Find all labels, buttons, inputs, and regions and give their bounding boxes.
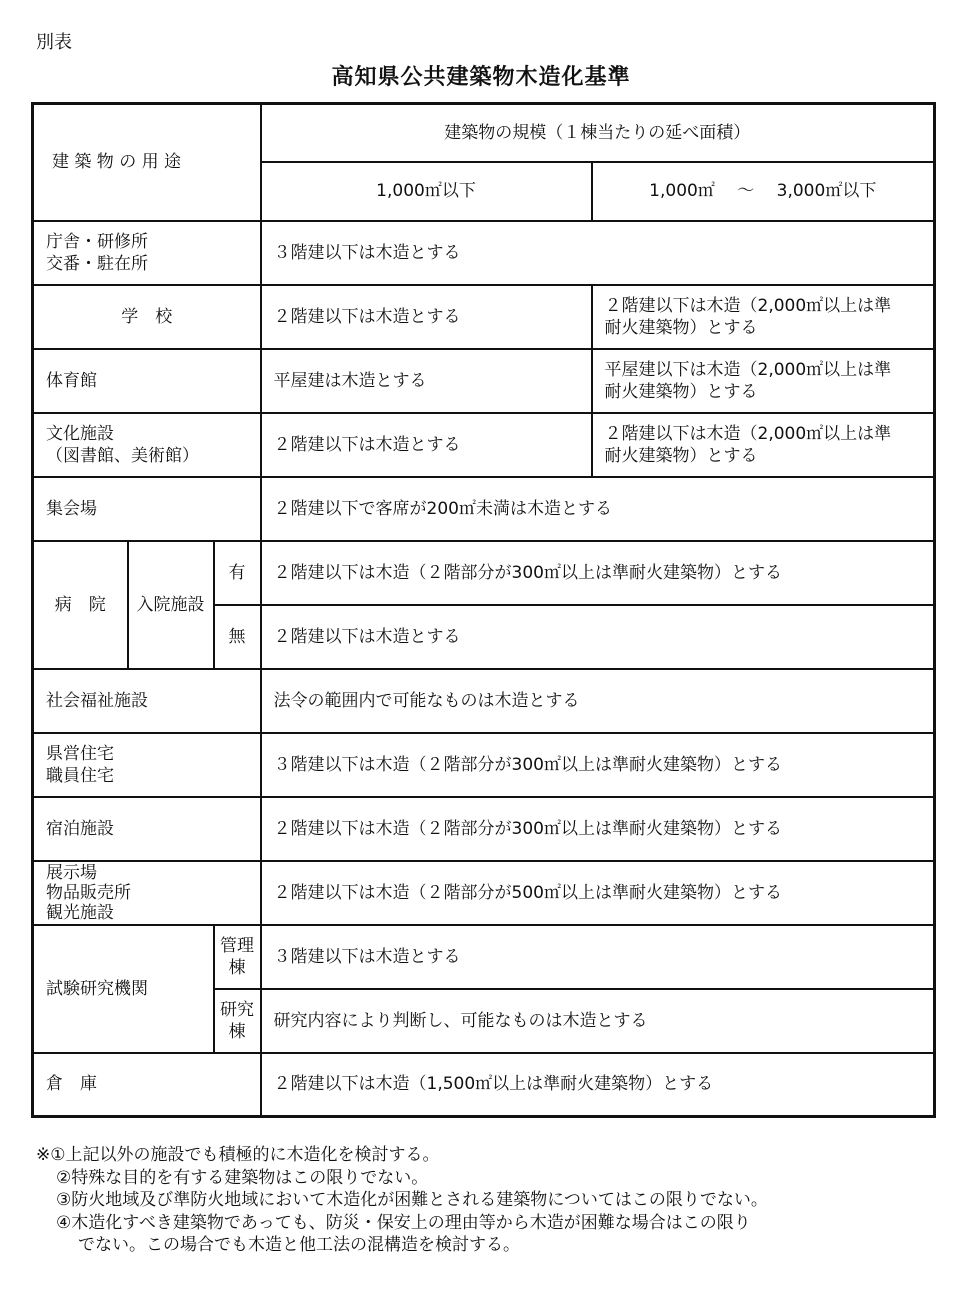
row-label-line: （図書館、美術館） bbox=[46, 445, 199, 466]
row-value-small: ２階建以下は木造とする bbox=[261, 285, 592, 349]
row-label-line: 県営住宅 bbox=[46, 743, 114, 764]
note-line: ③防火地域及び準防火地域において木造化が困難とされる建築物についてはこの限りでない。 bbox=[56, 1190, 768, 1210]
page-title: 高知県公共建築物木造化基準 bbox=[331, 65, 631, 90]
row-value: ３階建以下は木造とする bbox=[261, 925, 935, 989]
row-label-line: 展示場 bbox=[46, 862, 97, 883]
row-value: ２階建以下で客席が200㎡未満は木造とする bbox=[261, 477, 935, 541]
row-label-line: 物品販売所 bbox=[46, 882, 131, 903]
value-line: 耐火建築物）とする bbox=[604, 381, 758, 402]
use-header-label: 建 築 物 の 用 途 bbox=[52, 152, 182, 173]
table-row bbox=[33, 669, 935, 733]
row-label-line: 観光施設 bbox=[46, 902, 114, 923]
note-line: ②特殊な目的を有する建築物はこの限りでない。 bbox=[56, 1167, 429, 1188]
note-line: でない。この場合でも木造と他工法の混構造を検討する。 bbox=[78, 1235, 520, 1255]
row-label: 学 校 bbox=[33, 285, 261, 349]
row-value: ３階建以下は木造とする bbox=[261, 221, 935, 285]
row-value: ２階建以下は木造（1,500㎡以上は準耐火建築物）とする bbox=[261, 1053, 935, 1117]
table-row bbox=[33, 797, 935, 861]
row-label-line: 職員住宅 bbox=[46, 765, 114, 786]
row-label: 体育館 bbox=[33, 349, 261, 413]
row-value: 法令の範囲内で可能なものは木造とする bbox=[261, 669, 935, 733]
table-row bbox=[33, 285, 935, 349]
row-value-small: ２階建以下は木造とする bbox=[261, 413, 592, 477]
attachment-label: 別表 bbox=[36, 32, 72, 53]
value-line: 耐火建築物）とする bbox=[604, 317, 758, 338]
row-flag: 有 bbox=[214, 541, 261, 605]
row-value: ２階建以下は木造（２階部分が500㎡以上は準耐火建築物）とする bbox=[261, 861, 935, 925]
row-label: 宿泊施設 bbox=[33, 797, 261, 861]
row-label: 倉 庫 bbox=[33, 1053, 261, 1117]
row-value: 研究内容により判断し、可能なものは木造とする bbox=[261, 989, 935, 1053]
table-row bbox=[33, 861, 935, 925]
table-row bbox=[33, 1053, 935, 1117]
row-label-line: 文化施設 bbox=[46, 423, 114, 444]
row-value-large bbox=[592, 349, 935, 413]
value-line: ２階建以下は木造（2,000㎡以上は準 bbox=[604, 295, 892, 316]
row-sublabel: 管理棟 bbox=[214, 925, 261, 989]
row-sublabel: 研究棟 bbox=[214, 989, 261, 1053]
row-value: ３階建以下は木造（２階部分が300㎡以上は準耐火建築物）とする bbox=[261, 733, 935, 797]
col1-header: 1,000㎡以下 bbox=[261, 162, 592, 221]
table-row bbox=[33, 925, 935, 989]
row-label-line: 交番・駐在所 bbox=[46, 253, 148, 274]
table-row bbox=[33, 413, 935, 477]
row-label bbox=[33, 733, 261, 797]
value-line: 耐火建築物）とする bbox=[604, 445, 758, 466]
row-value-large bbox=[592, 285, 935, 349]
row-sublabel: 入院施設 bbox=[128, 541, 214, 669]
row-value: ２階建以下は木造とする bbox=[261, 605, 935, 669]
row-label bbox=[33, 861, 261, 925]
row-value: ２階建以下は木造（２階部分が300㎡以上は準耐火建築物）とする bbox=[261, 797, 935, 861]
row-label: 社会福祉施設 bbox=[33, 669, 261, 733]
header-row bbox=[33, 104, 935, 162]
table-row bbox=[33, 477, 935, 541]
value-line: ２階建以下は木造（2,000㎡以上は準 bbox=[604, 423, 892, 444]
scale-header: 建築物の規模（１棟当たりの延べ面積） bbox=[261, 104, 935, 162]
row-value-large bbox=[592, 413, 935, 477]
row-label: 集会場 bbox=[33, 477, 261, 541]
row-label: 試験研究機関 bbox=[33, 925, 214, 1053]
note-line: ※①上記以外の施設でも積極的に木造化を検討する。 bbox=[36, 1145, 440, 1165]
standards-table bbox=[31, 102, 936, 1118]
table-row bbox=[33, 349, 935, 413]
row-label: 病 院 bbox=[33, 541, 128, 669]
col2-header: 1,000㎡ ～ 3,000㎡以下 bbox=[592, 162, 935, 221]
row-flag: 無 bbox=[214, 605, 261, 669]
table-row bbox=[33, 733, 935, 797]
table-row bbox=[33, 541, 935, 605]
row-value-small: 平屋建は木造とする bbox=[261, 349, 592, 413]
note-line: ④木造化すべき建築物であっても、防災・保安上の理由等から木造が困難な場合はこの限り bbox=[56, 1212, 751, 1233]
use-header bbox=[33, 104, 261, 221]
table-row bbox=[33, 221, 935, 285]
row-label bbox=[33, 221, 261, 285]
row-value: ２階建以下は木造（２階部分が300㎡以上は準耐火建築物）とする bbox=[261, 541, 935, 605]
row-label-line: 庁舎・研修所 bbox=[46, 231, 148, 252]
value-line: 平屋建以下は木造（2,000㎡以上は準 bbox=[604, 359, 892, 380]
notes bbox=[36, 1144, 936, 1257]
row-label bbox=[33, 413, 261, 477]
